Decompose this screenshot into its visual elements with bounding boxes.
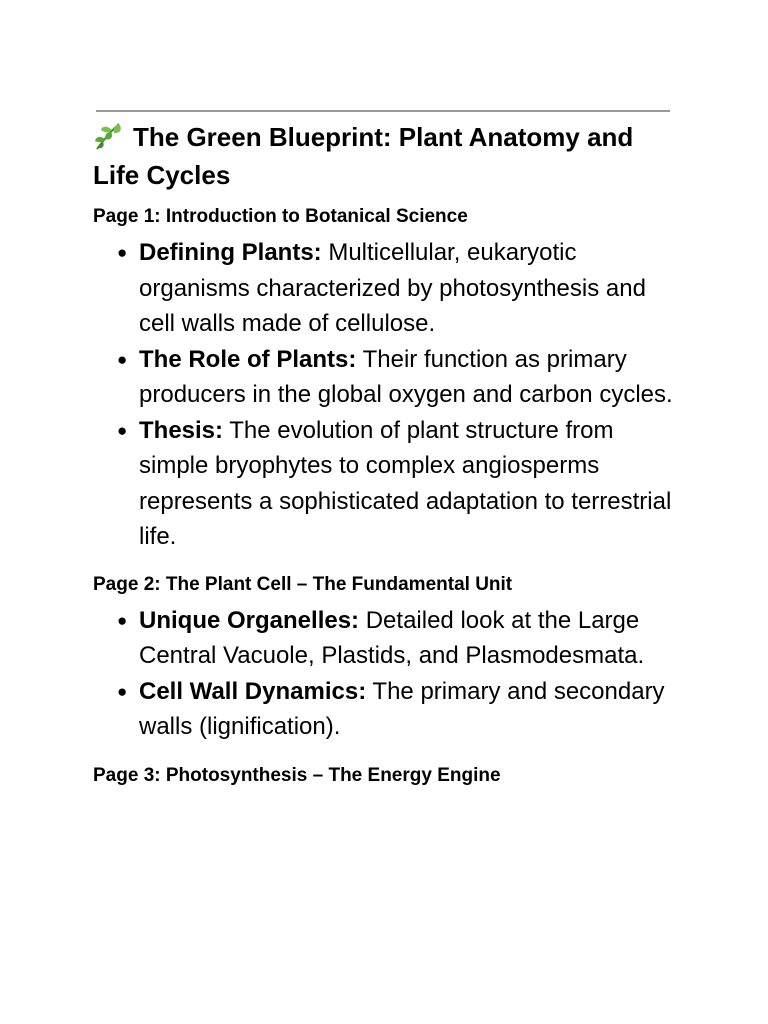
section-heading-page-3: Page 3: Photosynthesis – The Energy Engine [93, 764, 501, 786]
bullet-list-page-1 [93, 235, 673, 555]
item-text: The evolution of plant structure from simple bryophytes to complex angiosperms represents a sophisticated adaptation to terrestrial life. [139, 416, 672, 550]
document-title [93, 118, 673, 194]
item-term: Defining Plants: [139, 239, 322, 266]
list-item [117, 603, 673, 674]
list-item [117, 342, 673, 413]
section-heading-page-2: Page 2: The Plant Cell – The Fundamental Unit [93, 573, 513, 595]
bullet-list-page-2 [93, 603, 673, 745]
item-term: Thesis: [139, 416, 224, 444]
list-item [117, 235, 673, 342]
item-text: The primary and secondary walls (lignification). [139, 677, 665, 740]
section-heading-page-1: Page 1: Introduction to Botanical Science [93, 206, 468, 227]
title-text: The Green Blueprint: Plant Anatomy and Life Cycles [93, 122, 634, 190]
list-item [117, 674, 673, 745]
list-item [117, 413, 673, 555]
item-term: The Role of Plants: [139, 345, 357, 373]
herb-icon [93, 121, 127, 151]
item-term: Cell Wall Dynamics: [139, 677, 367, 705]
horizontal-rule [96, 110, 670, 112]
item-text: Multicellular, eukaryotic organisms characterized by photosynthesis and cell walls made of cellulose. [139, 239, 646, 337]
item-text: Detailed look at the Large Central Vacuole, Plastids, and Plasmodesmata. [139, 606, 645, 669]
item-term: Unique Organelles: [139, 606, 360, 634]
item-text: Their function as primary producers in the global oxygen and carbon cycles. [139, 345, 673, 408]
document-content [93, 118, 673, 789]
